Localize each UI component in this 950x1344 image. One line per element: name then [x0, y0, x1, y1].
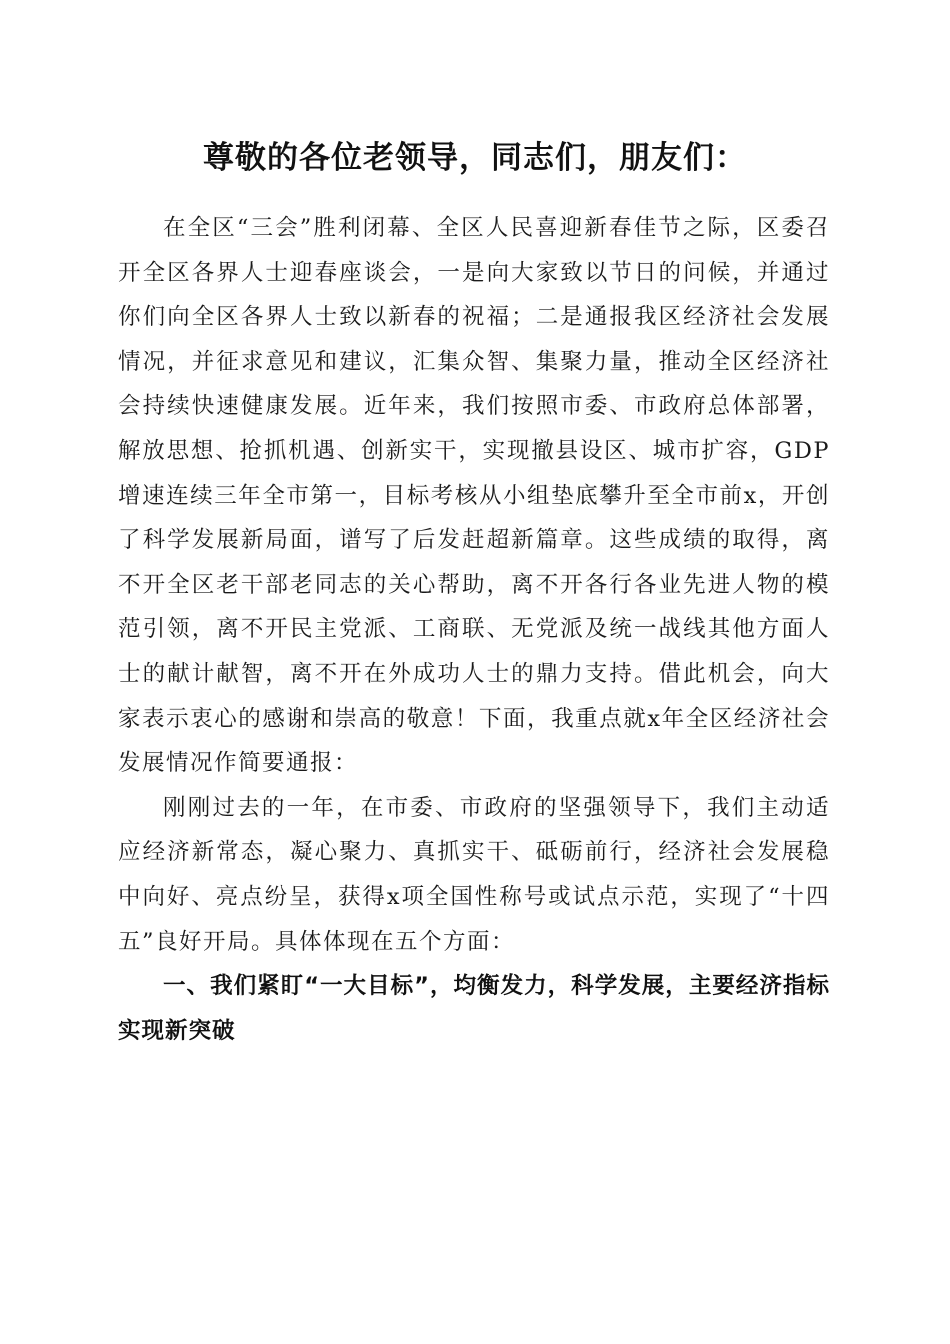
section-heading: 一、我们紧盯“一大目标”，均衡发力，科学发展，主要经济指标实现新突破	[118, 973, 830, 1044]
document-body	[118, 206, 830, 1053]
paragraph-review: 刚刚过去的一年，在市委、市政府的坚强领导下，我们主动适应经济新常态，凝心聚力、真抓实干、砥砺前行，经济社会发展稳中向好、亮点纷呈，获得x项全国性称号或试点示范，实现了“十四五”良好开局。具体体现在五个方面：	[118, 794, 830, 955]
paragraph-opening: 在全区“三会”胜利闭幕、全区人民喜迎新春佳节之际，区委召开全区各界人士迎春座谈会，一是向大家致以节日的问候，并通过你们向全区各界人士致以新春的祝福；二是通报我区经济社会发展情况，并征求意见和建议，汇集众智、集聚力量，推动全区经济社会持续快速健康发展。近年来，我们按照市委、市政府总体部署，解放思想、抢抓机遇、创新实干，实现撤县设区、城市扩容，GDP增速连续三年全市第一，目标考核从小组垫底攀升至全市前x，开创了科学发展新局面，谱写了后发赶超新篇章。这些成绩的取得，离不开全区老干部老同志的关心帮助，离不开各行各业先进人物的模范引领，离不开民主党派、工商联、无党派及统一战线其他方面人士的献计献智，离不开在外成功人士的鼎力支持。借此机会，向大家表示衷心的感谢和崇高的敬意！下面，我重点就x年全区经济社会发展情况作简要通报：	[118, 215, 830, 777]
document-title: 尊敬的各位老领导，同志们，朋友们：	[203, 140, 747, 176]
